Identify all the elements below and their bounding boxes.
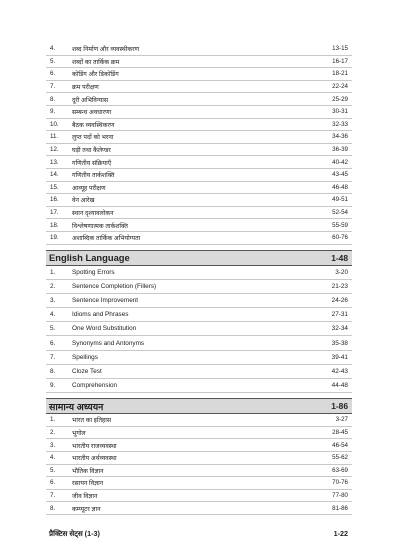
section-title: English Language <box>49 252 130 263</box>
toc-row <box>46 182 352 195</box>
chapter-pages: 40-42 <box>332 158 348 166</box>
chapter-number: 8. <box>50 367 56 375</box>
chapter-pages: 46-48 <box>332 183 348 191</box>
chapter-title: अशाब्दिक तार्किक अभियोग्यता <box>72 235 141 243</box>
chapter-pages: 70-76 <box>332 479 348 487</box>
chapter-title: भारतीय राजव्यवस्था <box>72 442 117 450</box>
chapter-title: विश्लेषणात्मक तार्कशक्ति <box>72 222 128 230</box>
chapter-number: 3. <box>50 441 56 449</box>
practice-sets-entry <box>46 529 352 539</box>
chapter-title: बैठक व्यवस्थिकरण <box>72 121 115 129</box>
chapter-title: सम्बन्ध अवधारणा <box>72 109 112 117</box>
chapter-title: Sentence Completion (Fillers) <box>72 282 157 290</box>
section-pages: 1-48 <box>331 252 348 263</box>
chapter-number: 13. <box>50 158 59 166</box>
chapter-pages: 52-54 <box>332 209 348 217</box>
practice-sets-pages: 1-22 <box>333 528 348 538</box>
chapter-pages: 42-43 <box>331 367 348 375</box>
toc-row <box>46 144 352 157</box>
chapter-number: 7. <box>50 83 56 91</box>
chapter-number: 1. <box>50 416 56 424</box>
chapter-title: आव्यूह परीक्षण <box>72 184 106 192</box>
chapter-pages: 25-29 <box>332 95 348 103</box>
chapter-title: Spotting Errors <box>72 268 115 276</box>
chapter-pages: 32-34 <box>331 325 348 333</box>
chapter-number: 10. <box>50 120 59 128</box>
chapter-pages: 16-17 <box>332 57 348 65</box>
chapter-pages: 44-48 <box>331 382 348 390</box>
chapter-number: 9. <box>50 108 56 116</box>
toc-row <box>46 81 352 94</box>
toc-row <box>46 106 352 119</box>
toc-row <box>46 308 352 322</box>
chapter-pages: 18-21 <box>332 70 348 78</box>
chapter-pages: 43-45 <box>332 171 348 179</box>
chapter-title: Cloze Test <box>72 367 102 375</box>
chapter-pages: 30-31 <box>332 108 348 116</box>
chapter-number: 6. <box>50 479 56 487</box>
chapter-number: 2. <box>50 429 56 437</box>
toc-row <box>46 169 352 182</box>
chapter-title: भारतीय अर्थव्यवस्था <box>72 455 117 463</box>
chapter-title: जीव विज्ञान <box>72 493 98 501</box>
chapter-pages: 21-23 <box>331 282 348 290</box>
chapter-title: One Word Substitution <box>72 325 137 333</box>
chapter-pages: 55-62 <box>332 454 348 462</box>
toc-row <box>46 56 352 69</box>
practice-sets-title: प्रैक्टिस सेट्स (1-3) <box>49 528 100 538</box>
chapter-pages: 81-86 <box>332 504 348 512</box>
chapter-number: 18. <box>50 221 59 229</box>
toc-row <box>46 266 352 280</box>
toc-row <box>46 365 352 379</box>
chapter-title: शब्द निर्माण और व्यवस्थीकरण <box>72 46 140 54</box>
chapter-number: 5. <box>50 325 56 333</box>
chapter-pages: 63-69 <box>332 466 348 474</box>
reasoning-section <box>46 43 352 245</box>
toc-row <box>46 294 352 308</box>
chapter-pages: 60-76 <box>332 234 348 242</box>
chapter-pages: 3-20 <box>335 268 348 276</box>
chapter-pages: 24-26 <box>331 296 348 304</box>
toc-row <box>46 219 352 232</box>
chapter-number: 12. <box>50 146 59 154</box>
chapter-number: 9. <box>50 382 56 390</box>
chapter-pages: 36-39 <box>332 146 348 154</box>
toc-row <box>46 336 352 350</box>
chapter-pages: 22-24 <box>332 83 348 91</box>
section-title: सामान्य अध्ययन <box>49 400 104 412</box>
toc-row <box>46 322 352 336</box>
chapter-title: भूगोल <box>72 430 86 438</box>
toc-row <box>46 439 352 452</box>
chapter-title: घड़ी तथा कैलेण्डर <box>72 147 111 155</box>
chapter-number: 2. <box>50 282 56 290</box>
toc-row <box>46 427 352 440</box>
chapter-pages: 3-27 <box>335 416 348 424</box>
toc-row <box>46 68 352 81</box>
toc-row <box>46 194 352 207</box>
toc-row <box>46 131 352 144</box>
chapter-number: 6. <box>50 70 56 78</box>
chapter-title: स्थान दृश्यावलोकन <box>72 210 114 218</box>
table-of-contents <box>46 43 352 539</box>
chapter-title: कोडिंग और डिकोडिंग <box>72 71 119 79</box>
chapter-title: Sentence Improvement <box>72 296 139 304</box>
chapter-pages: 34-36 <box>332 133 348 141</box>
chapter-number: 16. <box>50 196 59 204</box>
chapter-pages: 35-38 <box>331 339 348 347</box>
toc-row <box>46 465 352 478</box>
chapter-number: 17. <box>50 209 59 217</box>
chapter-number: 4. <box>50 311 56 319</box>
chapter-number: 8. <box>50 95 56 103</box>
toc-row <box>46 452 352 465</box>
chapter-number: 4. <box>50 454 56 462</box>
section-pages: 1-86 <box>331 401 348 412</box>
chapter-title: Idioms and Phrases <box>72 311 129 319</box>
chapter-pages: 27-31 <box>331 311 348 319</box>
chapter-number: 19. <box>50 234 59 242</box>
chapter-pages: 13-15 <box>332 45 348 53</box>
toc-row <box>46 414 352 427</box>
chapter-pages: 28-45 <box>332 429 348 437</box>
chapter-title: गणितीय तार्कशक्ति <box>72 172 115 180</box>
chapter-number: 15. <box>50 183 59 191</box>
toc-row <box>46 119 352 132</box>
chapter-title: गणितीय संक्रियाएँ <box>72 159 112 167</box>
chapter-title: क्रम परीक्षण <box>72 84 99 92</box>
chapter-title: लुप्त पदों को भरना <box>72 134 114 142</box>
chapter-number: 8. <box>50 504 56 512</box>
chapter-title: Spellings <box>72 353 98 361</box>
chapter-number: 5. <box>50 57 56 65</box>
chapter-title: भारत का इतिहास <box>72 417 112 425</box>
chapter-pages: 39-41 <box>331 353 348 361</box>
chapter-title: Synonyms and Antonyms <box>72 339 145 347</box>
chapter-pages: 49-51 <box>332 196 348 204</box>
toc-row <box>46 43 352 56</box>
toc-row <box>46 379 352 393</box>
chapter-pages: 32-33 <box>332 120 348 128</box>
english-section-header <box>46 250 352 266</box>
toc-row <box>46 280 352 294</box>
chapter-title: शब्दों का तार्किक क्रम <box>72 58 120 66</box>
toc-row <box>46 351 352 365</box>
toc-row <box>46 93 352 106</box>
toc-row <box>46 232 352 245</box>
toc-row <box>46 207 352 220</box>
toc-row <box>46 502 352 515</box>
chapter-number: 1. <box>50 268 56 276</box>
chapter-title: रसायन विज्ञान <box>72 480 104 488</box>
chapter-pages: 46-54 <box>332 441 348 449</box>
chapter-number: 7. <box>50 492 56 500</box>
chapter-number: 14. <box>50 171 59 179</box>
toc-row <box>46 156 352 169</box>
general-studies-section <box>46 414 352 515</box>
chapter-number: 11. <box>50 133 59 141</box>
chapter-number: 6. <box>50 339 56 347</box>
toc-row <box>46 490 352 503</box>
chapter-title: कम्प्यूटर ज्ञान <box>72 505 101 513</box>
general-studies-section-header <box>46 398 352 414</box>
chapter-title: दूरी अभिविन्यास <box>72 96 109 104</box>
chapter-number: 4. <box>50 45 56 53</box>
chapter-pages: 55-59 <box>332 221 348 229</box>
chapter-title: वेन आरेख <box>72 197 95 205</box>
chapter-number: 7. <box>50 353 56 361</box>
english-section <box>46 266 352 394</box>
toc-row <box>46 477 352 490</box>
chapter-number: 3. <box>50 296 56 304</box>
chapter-title: Comprehension <box>72 382 118 390</box>
chapter-pages: 77-80 <box>332 492 348 500</box>
chapter-title: भौतिक विज्ञान <box>72 467 104 475</box>
chapter-number: 5. <box>50 466 56 474</box>
